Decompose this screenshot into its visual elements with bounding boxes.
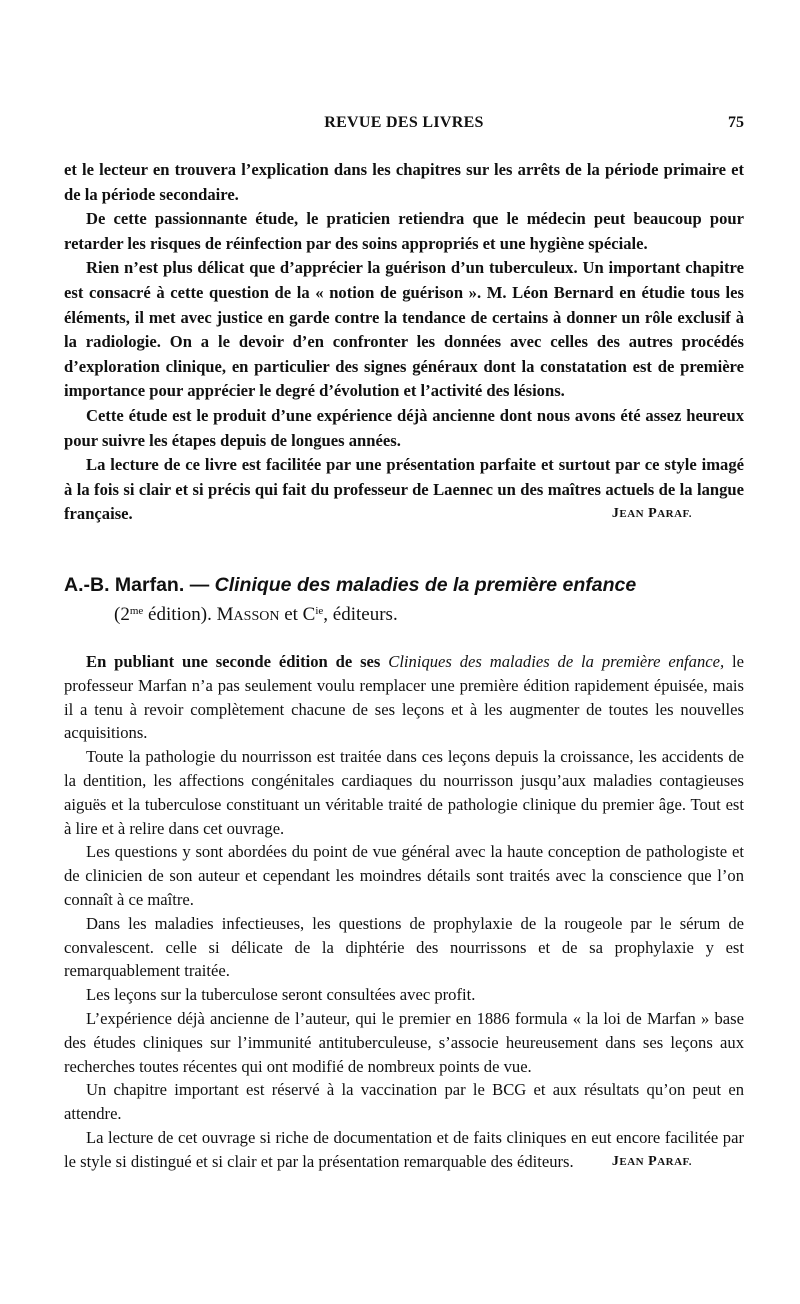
paragraph: Dans les maladies infectieuses, les questions de prophylaxie de la rougeole par le sérum de convalescent. celle si délicate de la diphtérie des nourrissons et de sa prophylaxie y est remarquablement traitée. [64, 913, 744, 981]
reviewer-signature [590, 502, 692, 527]
paragraph: Rien n’est plus délicat que d’apprécier la guérison d’un tuberculeux. Un important chapitre est consacré à cette question de la « notion de guérison ». M. Léon Bernard en étudie tous les éléments, il met avec justice en garde contre la tendance de certains à donner un rôle exclusif à la radiologie. On a le devoir d’en confronter les données avec celles des autres procédés d’exploration clinique, en particulier des signes généraux dont la constatation est de première importance pour apprécier le degré d’évolution et l’activité des lésions. [64, 258, 744, 401]
paragraph: Un chapitre important est réservé à la vaccination par le BCG et aux résultats qu’on peut en attendre. [64, 1080, 744, 1124]
paragraph: L’expérience déjà ancienne de l’auteur, qui le premier en 1886 formula « la loi de Marfan » base des études cliniques sur l’immunité antituberculeuse, s’associe heureusement dans ses leçons aux recherches toutes récentes qui ont modifié de nombreux points de vue. [64, 1008, 744, 1076]
publisher [217, 604, 280, 625]
signature-part: EAN [619, 1155, 645, 1168]
paragraph-with-signature [64, 1126, 744, 1174]
edition-publisher-line [64, 598, 754, 630]
review-leon-bernard-continued [64, 158, 744, 527]
paragraph-text: La lecture de cet ouvrage si riche de documentation et de faits cliniques en eut encore facilitée par le style si distingué et si clair et par la présentation remarquable des éditeurs. [64, 1127, 744, 1171]
page-number: 75 [728, 114, 744, 131]
edition-sup: me [129, 605, 144, 617]
signature-part: ARAF. [657, 1155, 692, 1168]
publisher-sup: ie [315, 605, 324, 617]
book-review-heading [64, 572, 754, 630]
paragraph-text: le professeur Marfan n’a pas seulement voulu remplacer une première édition rapidement épuisée, mais il a tenu à revoir complètement chacune de ses leçons et à les augmenter de toutes les nouvelles acquisitions. [64, 652, 744, 743]
review-marfan [64, 650, 744, 1175]
reviewer-signature [590, 1150, 692, 1175]
cited-title: Cliniques des maladies de la première enfance, [388, 652, 725, 671]
running-head [64, 114, 744, 136]
signature-part: P [648, 506, 658, 522]
paragraph-lead: En publiant une seconde édition de ses [86, 652, 381, 671]
paragraph: Toute la pathologie du nourrisson est traitée dans ces leçons depuis la croissance, les accidents de la dentition, les affections congénitales cardiaques du nourrisson jusqu’aux maladies contagieuses aiguës et la tuberculose constituant un véritable traité de pathologie clinique du premier âge. Tout est à lire et à relire dans cet ouvrage. [64, 747, 744, 838]
paragraph: Les questions y sont abordées du point de vue général avec la haute conception de pathologiste et de clinicien de son auteur et cependant les moindres détails sont traités avec la conscience que l’on connaît à ce maître. [64, 842, 744, 909]
running-title: REVUE DES LIVRES [324, 114, 484, 131]
signature-part: P [648, 1153, 658, 1169]
edition-text: (2 [114, 604, 130, 625]
signature-part: EAN [619, 508, 645, 521]
paragraph: et le lecteur en trouvera l’explication dans les chapitres sur les arrêts de la période primaire et de la période secondaire. [64, 160, 744, 204]
paragraph: Cette étude est le produit d’une expérience déjà ancienne dont nous avons été assez heureux pour suivre les étapes depuis de longues années. [64, 405, 744, 450]
paragraph-with-signature [64, 453, 744, 527]
publisher-part: , éditeurs. [323, 604, 398, 625]
publisher-part: ASSON [233, 609, 280, 624]
paragraph [64, 650, 744, 745]
signature-part: J [611, 506, 620, 522]
publisher-part: M [216, 604, 234, 625]
publisher-part: et C [279, 604, 316, 625]
edition-text: édition). [143, 604, 212, 625]
paragraph-text: La lecture de ce livre est facilitée par une présentation parfaite et surtout par ce style imagé à la fois si clair et si précis qui fait du professeur de Laennec un des maîtres actuels de la langue française. [64, 455, 744, 524]
book-title: Clinique des maladies de la première enfance [214, 574, 637, 596]
signature-part: J [611, 1153, 620, 1169]
signature-part: ARAF. [657, 508, 692, 521]
heading-dash: — [189, 574, 210, 596]
paragraph: Les leçons sur la tuberculose seront consultées avec profit. [86, 985, 476, 1005]
paragraph: De cette passionnante étude, le praticien retiendra que le médecin peut beaucoup pour retarder les risques de réinfection par des soins appropriés et une hygiène spéciale. [64, 209, 744, 253]
book-author: A.-B. Marfan. [64, 574, 185, 596]
